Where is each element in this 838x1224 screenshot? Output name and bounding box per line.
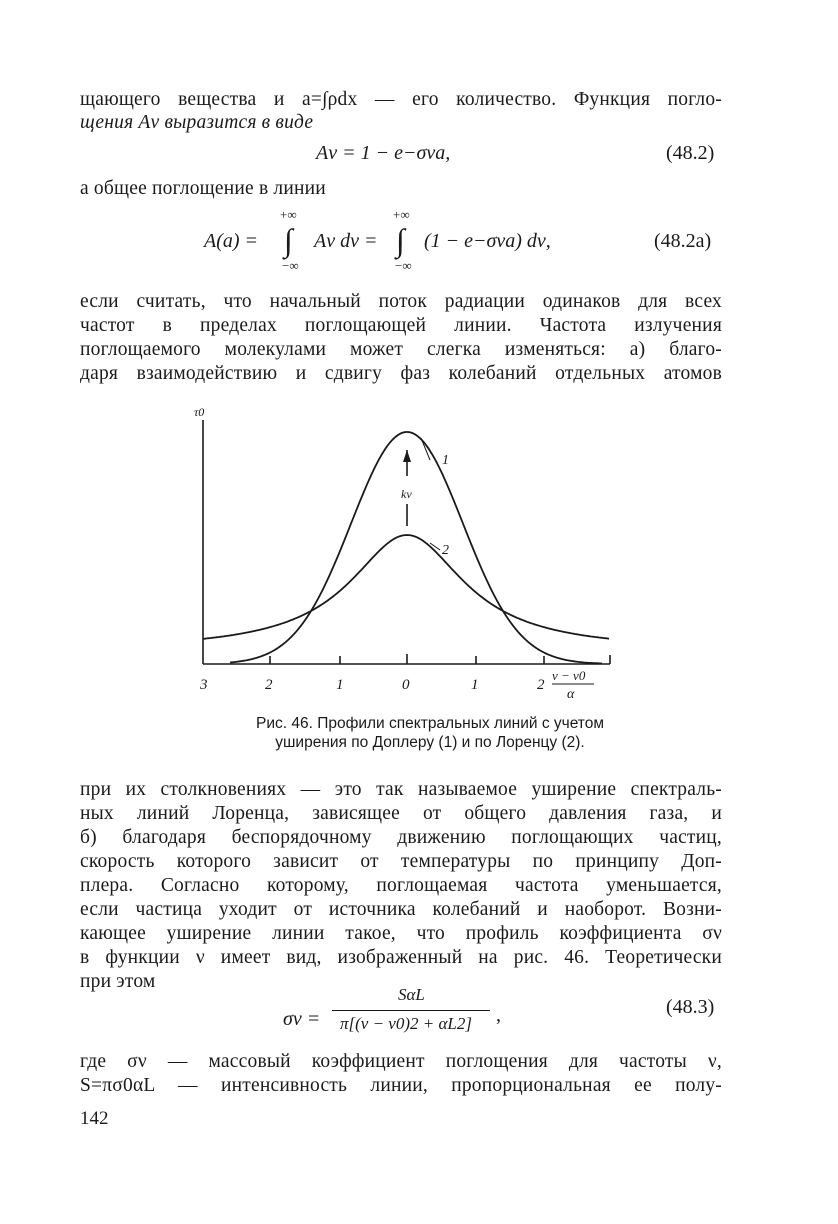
integral-upper-limit: +∞ [280, 207, 297, 222]
paragraph-line: щения Aν выразится в виде [80, 112, 314, 133]
figure-46 [190, 398, 640, 708]
paragraph-line: плера. Согласно которому, поглощаемая частота уменьшается, [80, 875, 722, 896]
paragraph-line: если частица уходит от источника колебаний и наоборот. Возни- [80, 899, 722, 920]
equation-comma: , [496, 1004, 501, 1026]
paragraph-line: б) благодаря беспорядочному движению поглощающих частиц, [80, 827, 722, 848]
equation-48-2a-lhs: A(a) = [204, 230, 259, 252]
x-tick-label: 2 [265, 677, 273, 693]
paragraph-line: если считать, что начальный поток радиации одинаков для всех [80, 291, 722, 312]
paragraph-line: скорость которого зависит от температуры по принципу Доп- [80, 851, 722, 872]
curve-1-label: 1 [442, 453, 449, 468]
equation-48-2: Aν = 1 − e−σνa, [316, 142, 451, 164]
integral-upper-limit: +∞ [393, 207, 410, 222]
x-tick-label: 1 [471, 677, 479, 693]
equation-number: (48.2) [666, 142, 715, 164]
paragraph-line: при их столкновениях — это так называемое уширение спектраль- [80, 779, 722, 800]
integral-sign: ∫ [396, 222, 405, 258]
curve-2-label: 2 [442, 543, 449, 558]
paragraph-line: даря взаимодействию и сдвигу фаз колебаний отдельных атомов [80, 363, 722, 384]
equation-48-2a-mid: Aν dν = [314, 230, 378, 252]
x-tick-label: 1 [336, 677, 344, 693]
paragraph-line: S=πσ0αL — интенсивность линии, пропорциональная ее полу- [80, 1075, 722, 1096]
page-number: 142 [80, 1108, 109, 1129]
x-axis-label-denominator: α [567, 687, 575, 702]
integral-lower-limit: −∞ [395, 258, 412, 273]
paragraph-line: ных линий Лоренца, зависящее от общего давления газа, и [80, 803, 722, 824]
figure-caption-line: Рис. 46. Профили спектральных линий с учетом [255, 715, 605, 732]
k-arrow-head [403, 450, 411, 462]
x-tick-label: 0 [402, 677, 410, 693]
equation-48-2a-rhs: (1 − e−σνa) dν, [424, 230, 551, 252]
equation-48-3-lhs: σν = [283, 1008, 321, 1030]
paragraph-line: при этом [80, 971, 156, 992]
equation-number: (48.3) [666, 996, 715, 1018]
equation-number: (48.2а) [654, 230, 712, 252]
integral-sign: ∫ [284, 222, 293, 258]
equation-48-3-fraction-bar [332, 1010, 490, 1011]
paragraph-line: щающего вещества и a=∫ρdx — его количество. Функция погло- [80, 89, 722, 110]
equation-48-3-numerator: SαL [398, 985, 425, 1004]
curve-1-doppler [230, 432, 602, 664]
x-tick-label: 3 [200, 677, 208, 693]
paragraph-line: где σν — массовый коэффициент поглощения для частоты ν, [80, 1051, 722, 1072]
x-tick-label: 2 [537, 677, 545, 693]
paragraph-line: поглощаемого молекулами может слегка изменяться: а) благо- [80, 339, 722, 360]
paragraph-line: частот в пределах поглощающей линии. Частота излучения [80, 315, 722, 336]
x-axis-label-numerator: ν − ν0 [552, 668, 586, 683]
paragraph-line: кающее уширение линии такое, что профиль коэффициента σν [80, 923, 722, 944]
k-nu-label: kν [401, 487, 412, 501]
y-axis-label: τ0 [194, 405, 205, 419]
paragraph-line: а общее поглощение в линии [80, 178, 326, 199]
integral-lower-limit: −∞ [282, 258, 299, 273]
equation-48-3-denominator: π[(ν − ν0)2 + αL2] [340, 1014, 472, 1033]
curve-2-lorentz [203, 535, 609, 639]
figure-caption-line: уширения по Доплеру (1) и по Лоренцу (2). [275, 734, 585, 751]
paragraph-line: в функции ν имеет вид, изображенный на рис. 46. Теоретически [80, 947, 722, 968]
